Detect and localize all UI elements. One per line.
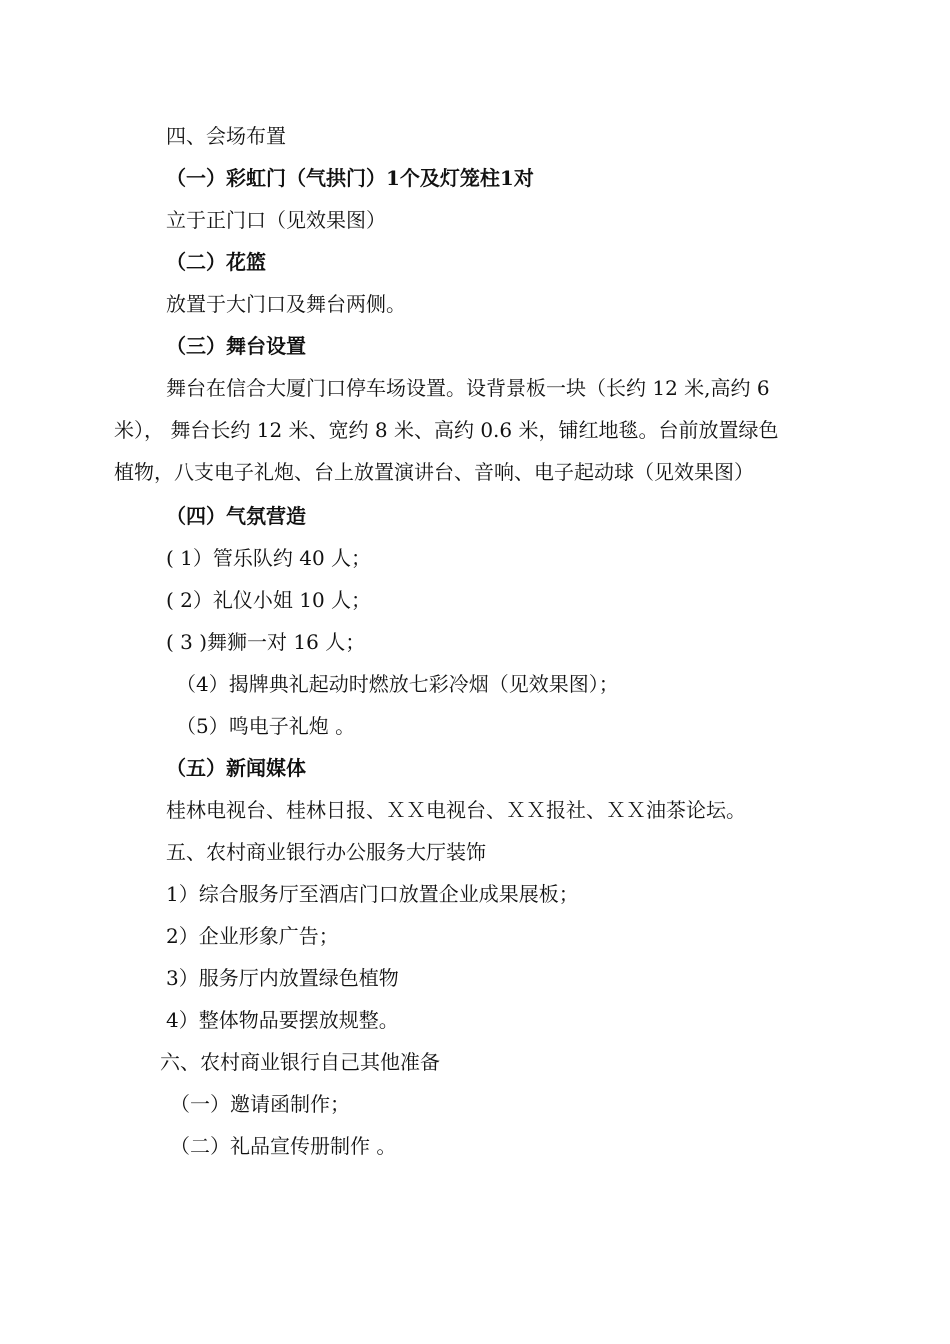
s5-item2: 2）企业形象广告；	[166, 924, 339, 948]
sub4-item2: ( 2）礼仪小姐 10 人；	[166, 588, 372, 612]
section5-title: 五、农村商业银行办公服务大厅装饰	[166, 840, 486, 864]
sub2-title: （二）花篮	[166, 250, 266, 274]
s6-item1: （一）邀请函制作；	[170, 1092, 350, 1116]
sub4-item1: ( 1）管乐队约 40 人；	[166, 546, 372, 570]
sub4-item5: （5）鸣电子礼炮 。	[176, 714, 356, 738]
sub4-title: （四）气氛营造	[166, 504, 306, 528]
s5-item4: 4）整体物品要摆放规整。	[166, 1008, 399, 1032]
section6-title: 六、农村商业银行自己其他准备	[160, 1050, 440, 1074]
sub1-body: 立于正门口（见效果图）	[166, 208, 386, 232]
sub3-title: （三）舞台设置	[166, 334, 306, 358]
sub4-item3: ( 3 )舞狮一对 16 人；	[166, 630, 366, 654]
sub2-body: 放置于大门口及舞台两侧。	[166, 292, 406, 316]
sub4-item4: （4）揭牌典礼起动时燃放七彩冷烟（见效果图）；	[176, 672, 619, 696]
sub3-body-line1: 舞台在信合大厦门口停车场设置。设背景板一块（长约 12 米,高约 6	[166, 376, 770, 400]
sub1-title: （一）彩虹门（气拱门）1个及灯笼柱1对	[166, 166, 534, 190]
section4-title: 四、会场布置	[166, 124, 286, 148]
sub3-body-line2: 米）， 舞台长约 12 米、宽约 8 米、高约 0.6 米，铺红地毯。台前放置绿色	[114, 418, 779, 442]
s5-item3: 3）服务厅内放置绿色植物	[166, 966, 399, 990]
sub5-title: （五）新闻媒体	[166, 756, 306, 780]
s5-item1: 1）综合服务厅至酒店门口放置企业成果展板；	[166, 882, 579, 906]
sub3-body-line3: 植物，八支电子礼炮、台上放置演讲台、音响、电子起动球（见效果图）	[114, 460, 754, 484]
s6-item2: （二）礼品宣传册制作 。	[170, 1134, 397, 1158]
sub5-body: 桂林电视台、桂林日报、ＸＸ电视台、ＸＸ报社、ＸＸ油茶论坛。	[166, 798, 746, 822]
